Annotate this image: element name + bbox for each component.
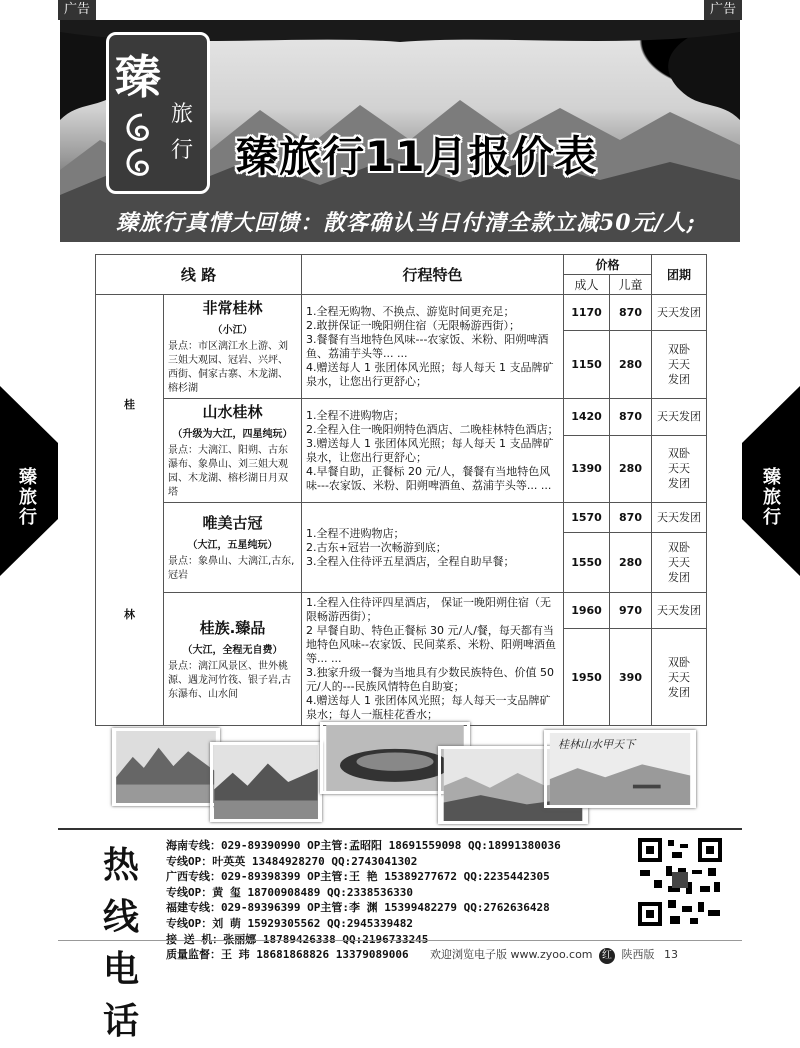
contact-line: 广西专线：029-89398399 OP主管:王 艳 15389277672 QQ:2235442305 — [166, 870, 550, 884]
tour-schedule: 双卧 天天 发团 — [652, 331, 707, 399]
adult-price: 1420 — [564, 399, 610, 436]
logo-sub-char-1: 旅 — [171, 102, 194, 127]
adult-price: 1150 — [564, 331, 610, 399]
contact-line: 专线OP：刘 萌 15929305562 QQ:2945339482 — [166, 916, 414, 930]
route-cell — [164, 295, 302, 399]
route-spots: 景点：漓江风景区、世外桃源、遇龙河竹筏、银子岩,古东瀑布、山水间 — [168, 660, 292, 700]
hotline-title-char: 热 — [102, 845, 139, 886]
route-note: （大江，五星纯玩） — [187, 540, 278, 551]
hotline-title — [86, 840, 156, 1048]
tour-schedule: 天天发团 — [652, 503, 707, 533]
contact-line: 专线OP：黄 玺 18700908489 QQ:2338536330 — [166, 885, 414, 899]
footer-page-number: 13 — [664, 948, 679, 961]
route-name: 非常桂林 — [202, 299, 263, 317]
photo-caption: 桂林山水甲天下 — [558, 738, 635, 751]
header-adult: 成人 — [564, 275, 610, 295]
header-price: 价格 — [564, 255, 652, 275]
tour-schedule: 双卧 天天 发团 — [652, 533, 707, 593]
child-price: 280 — [610, 331, 652, 399]
swirl-ornament-icon — [117, 105, 167, 185]
table-body — [96, 295, 707, 726]
route-cell — [164, 503, 302, 593]
table-row — [96, 399, 707, 436]
brand-logo — [106, 32, 210, 194]
adult-price: 1390 — [564, 435, 610, 502]
child-price: 280 — [610, 533, 652, 593]
header-banner — [60, 20, 740, 242]
promo-banner-text: 臻旅行真情大回馈：散客确认当日付清全款立减50元/人; — [116, 210, 696, 236]
side-banner-text-right: 臻旅行 — [763, 467, 781, 528]
child-price: 870 — [610, 399, 652, 436]
footer-edition: 陕西版 — [621, 948, 655, 961]
table-row — [96, 593, 707, 629]
contact-line: 海南专线：029-89390990 OP主管:孟昭阳 18691559098 QQ:18991380036 — [166, 839, 561, 852]
hotline-title-char: 线 — [102, 897, 139, 938]
child-price: 390 — [610, 629, 652, 726]
landscape-photo-2 — [210, 742, 322, 822]
ad-label-right: 广告 — [704, 0, 742, 20]
landscape-photo-1 — [112, 728, 220, 806]
contact-line: 福建专线：029-89396399 OP主管:李 渊 15399482279 QQ:2762636428 — [166, 901, 550, 915]
city-char: 桂 — [124, 398, 135, 411]
route-features: 1.全程不进购物店； 2.全程入住一晚阳朔特色酒店、二晚桂林特色酒店； 3.赠送每人 1 张团体风光照；每人每天 1 支品牌矿泉水，让您出行更舒心； 4.早餐自助，正餐标 20 元/人，餐餐有当地特色风味---农家饭、米粉、阳朔啤酒鱼、荔浦芋头等... ... — [302, 399, 564, 503]
tour-schedule: 双卧 天天 发团 — [652, 629, 707, 726]
route-spots: 景点：大漓江、阳朔、古东瀑布、象鼻山、刘三姐大观园、木龙湖、榕杉湖日月双塔 — [168, 445, 288, 498]
adult-price: 1170 — [564, 295, 610, 331]
route-name: 唯美古冠 — [202, 514, 263, 532]
route-name: 山水桂林 — [202, 403, 263, 421]
child-price: 280 — [610, 435, 652, 502]
ad-label-left: 广告 — [58, 0, 96, 20]
adult-price: 1570 — [564, 503, 610, 533]
footer-text: 欢迎浏览电子版 www.zyoo.com — [430, 948, 593, 961]
logo-sub-char-2: 行 — [171, 138, 194, 163]
hotline-title-char: 电 — [102, 949, 139, 990]
header-tour-date: 团期 — [652, 255, 707, 295]
route-note: （升级为大江，四星纯玩） — [172, 429, 293, 440]
footer-divider — [58, 940, 742, 941]
route-name: 桂族.臻品 — [199, 618, 266, 637]
route-spots: 景点：市区漓江水上游、刘三姐大观园、冠岩、兴坪、西街、侗家古寨、木龙湖、榕杉湖 — [168, 341, 288, 394]
city-cell — [96, 295, 164, 726]
header-child: 儿童 — [610, 275, 652, 295]
route-cell — [164, 399, 302, 503]
side-banner-text-left: 臻旅行 — [19, 467, 37, 528]
tour-schedule: 天天发团 — [652, 295, 707, 331]
footer — [430, 946, 740, 964]
adult-price: 1550 — [564, 533, 610, 593]
section-divider — [58, 828, 742, 830]
logo-main-char: 臻 — [115, 50, 161, 104]
header-route: 线 路 — [96, 255, 302, 295]
child-price: 970 — [610, 593, 652, 629]
table-row — [96, 295, 707, 331]
route-spots: 景点：象鼻山、大漓江,古东,冠岩 — [168, 556, 295, 581]
route-note: （大江，全程无自费） — [182, 644, 283, 656]
table-row — [96, 503, 707, 533]
child-price: 870 — [610, 503, 652, 533]
photo-strip — [112, 722, 702, 832]
child-price: 870 — [610, 295, 652, 331]
route-features: 1.全程不进购物店； 2.古东+冠岩一次畅游到底； 3.全程入住待评五星酒店，全程自助早餐； — [302, 503, 564, 593]
route-note: （小江） — [212, 325, 253, 336]
tour-schedule: 天天发团 — [652, 593, 707, 629]
page-title: 臻旅行11月报价表 — [236, 132, 598, 181]
header-features: 行程特色 — [302, 255, 564, 295]
adult-price: 1960 — [564, 593, 610, 629]
contact-line: 质量监督：王 玮 18681868826 13379089006 — [166, 948, 409, 962]
qr-code-icon[interactable] — [636, 836, 724, 928]
contact-list — [166, 838, 626, 963]
edition-badge-icon: 红 — [599, 948, 615, 964]
contact-line: 专线OP：叶英英 13484928270 QQ:2743041302 — [166, 854, 418, 868]
tour-schedule: 天天发团 — [652, 399, 707, 436]
route-features: 1.全程无购物、不换点、游览时间更充足； 2.敢拼保证一晚阳朔住宿（无限畅游西街）； 3.餐餐有当地特色风味---农家饭、米粉、阳朔啤酒鱼、荔浦芋头等... ... 4.赠送每人 1 张团体风光照；每人每天 1 支品牌矿泉水，让您出行更舒心； — [302, 295, 564, 399]
adult-price: 1950 — [564, 629, 610, 726]
route-cell — [164, 593, 302, 726]
hotline-title-char: 话 — [102, 1001, 139, 1042]
price-table — [95, 254, 707, 726]
tour-schedule: 双卧 天天 发团 — [652, 435, 707, 502]
route-features: 1.全程入住待评四星酒店， 保证一晚阳朔住宿（无限畅游西街）； 2 早餐自助、特色正餐标 30 元/人/餐，每天都有当地特色风味--农家饭、民间菜系、米粉、阳朔啤酒鱼等... ... 3.独家升级一餐为当地具有少数民族特色、价值 50 元/人的---民族风情特色自助宴； 4.赠送每人 1 张团体风光照；每人每天一支品牌矿泉水；每人一瓶桂花香水； — [302, 593, 564, 726]
city-char: 林 — [124, 608, 135, 621]
